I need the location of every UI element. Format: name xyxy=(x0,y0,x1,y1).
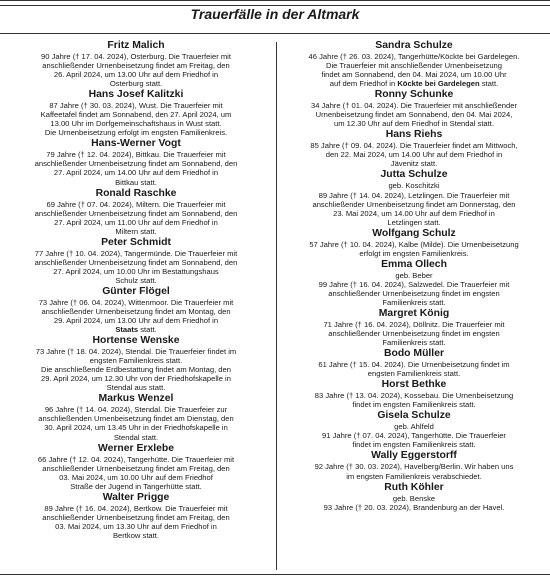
text-line: 92 Jahre († 30. 03. 2024), Havelberg/Berlin. Wir haben uns xyxy=(314,462,514,472)
text-line: anschließender Urnenbeisetzung findet am Freitag, den xyxy=(42,512,230,522)
text-line: anschließender Urnenbeisetzung findet im engsten xyxy=(328,329,500,339)
obituary-entry xyxy=(5,138,267,186)
obituary-text xyxy=(283,101,545,128)
bottom-rule xyxy=(0,574,550,575)
text-line: 87 Jahre († 30. 03. 2024), Wust. Die Trauerfeier mit xyxy=(49,101,223,111)
text-line: 27. April 2024, um 10.00 Uhr im Bestattungshaus xyxy=(53,266,219,276)
text-line: 66 Jahre († 12. 04. 2024), Tangerhütte. Die Trauerfeier mit xyxy=(37,454,235,464)
obituary-text xyxy=(283,360,545,378)
text-line: auf dem Friedhof in xyxy=(329,79,398,89)
obituary-text xyxy=(283,141,545,168)
obituary-text xyxy=(283,391,545,409)
text-line: 90 Jahre († 17. 04. 2024), Osterburg. Die Trauerfeier mit xyxy=(41,52,231,61)
text-line: 85 Jahre († 09. 04. 2024). Die Trauerfeier findet am Mittwoch, xyxy=(310,141,518,151)
text-line: statt. xyxy=(138,325,157,335)
obituary-text xyxy=(283,181,545,226)
deceased-name: Sandra Schulze xyxy=(375,40,453,51)
text-line: Straße der Jugend in Tangerhütte statt. xyxy=(70,481,202,491)
text-line: 46 Jahre († 26. 03. 2024), Tangerhütte/Köckte bei Gardelegen. xyxy=(308,52,520,61)
deceased-name: Günter Flögel xyxy=(102,285,170,297)
text-line: 23. Mai 2024, um 14.00 Uhr auf dem Friedhof in xyxy=(333,208,495,218)
text-line: findet im engsten Familienkreis statt. xyxy=(352,440,476,450)
text-line: 69 Jahre († 07. 04. 2024), Miltern. Die Trauerfeier mit xyxy=(46,199,226,209)
deceased-name: Walter Prigge xyxy=(102,491,170,503)
text-line: Stendal aus statt. xyxy=(106,383,166,393)
obituary-entry xyxy=(5,40,267,88)
text-line: 26. April 2024, um 13.00 Uhr auf dem Friedhof in xyxy=(53,70,219,80)
deceased-name: Hans-Werner Vogt xyxy=(91,138,181,150)
obituary-text xyxy=(5,200,267,236)
text-line: statt. xyxy=(479,79,499,89)
text-line: Letzlingen statt. xyxy=(387,217,441,227)
text-line: geb. Ahlfeld xyxy=(394,422,434,432)
deceased-name: Horst Bethke xyxy=(381,379,447,391)
text-line: Die Trauerfeier mit anschließender Urnenbeisetzung xyxy=(325,61,502,71)
obituary-entry xyxy=(283,410,545,449)
text-line: geb. Benske xyxy=(392,493,436,503)
obituary-text xyxy=(5,347,267,392)
obituary-entry xyxy=(283,40,545,88)
text-line: anschließender Urnenbeisetzung findet im engsten xyxy=(328,288,500,298)
obituary-entry xyxy=(283,129,545,168)
text-line: 03. Mai 2024, um 13.30 Uhr auf dem Friedhof in xyxy=(55,521,217,531)
obituary-entry xyxy=(5,188,267,236)
text-line: 93 Jahre († 20. 03. 2024), Brandenburg an der Havel. xyxy=(323,502,505,512)
obituary-text xyxy=(283,494,545,512)
obituary-text xyxy=(283,52,545,88)
obituary-entry xyxy=(283,379,545,409)
text-line: 03. Mai 2024, um 10.00 Uhr auf dem Friedhof xyxy=(59,472,213,482)
deceased-name: Fritz Malich xyxy=(107,40,165,51)
text-line: Jävenitz statt. xyxy=(390,159,438,169)
text-line: engsten Familienkreis statt. xyxy=(89,356,183,366)
text-line: 61 Jahre († 15. 04. 2024). Die Urnenbeisetzung findet im xyxy=(318,360,510,370)
text-line: Osterburg statt. xyxy=(109,79,163,89)
text-line: anschließender Urnenbeisetzung findet am Sonnabend, den xyxy=(34,208,238,218)
obituary-entry xyxy=(283,308,545,347)
text-line: Stendal statt. xyxy=(113,432,159,442)
text-line: 73 Jahre († 18. 04. 2024), Stendal. Die Trauerfeier findet im xyxy=(35,347,237,357)
text-line: geb. Beber xyxy=(395,270,433,280)
text-line: erfolgt im engsten Familienkreis. xyxy=(359,248,469,258)
deceased-name: Hortense Wenske xyxy=(92,335,180,347)
text-line: anschließenden Urnenbeisetzung findet am Dienstag, den xyxy=(38,414,234,424)
text-line: 27. April 2024, um 14.00 Uhr auf dem Friedhof in xyxy=(53,168,219,178)
text-line: anschließender Urnenbeisetzung findet am Freitag, den xyxy=(42,61,230,71)
text-line: anschließender Urnenbeisetzung findet am Donnerstag, den xyxy=(312,199,516,209)
text-line: findet im engsten Familienkreis statt. xyxy=(352,400,476,410)
text-line: 91 Jahre († 07. 04. 2024), Tangerhütte. Die Trauerfeier xyxy=(322,431,506,441)
deceased-name: Werner Erxlebe xyxy=(97,442,175,454)
obituary-entry xyxy=(283,228,545,258)
obituary-text xyxy=(5,504,267,540)
obituary-text xyxy=(283,422,545,449)
text-line: Bittkau statt. xyxy=(115,177,157,187)
text-line: um 12.30 Uhr auf dem Friedhof in Stendal statt. xyxy=(334,119,494,129)
obituary-text xyxy=(5,150,267,186)
text-line: 27. April 2024, um 11.00 Uhr auf dem Friedhof in xyxy=(54,217,218,227)
text-line: 73 Jahre († 06. 04. 2024), Wittenmoor. Die Trauerfeier mit xyxy=(38,297,234,307)
text-line: 83 Jahre († 13. 04. 2024), Kossebau. Die Urnenbeisetzung xyxy=(314,391,514,401)
page-title: Trauerfälle in der Altmark xyxy=(190,6,360,22)
text-line: Familienkreis statt. xyxy=(382,297,446,307)
obituary-text xyxy=(283,320,545,347)
emphasized-place: Staats xyxy=(115,325,139,335)
deceased-name: Ronald Raschke xyxy=(95,187,177,199)
deceased-name: Margret König xyxy=(378,307,450,319)
deceased-name: Hans Josef Kalitzki xyxy=(88,89,184,101)
text-line: 99 Jahre († 16. 04. 2024), Salzwedel. Die Trauerfeier mit xyxy=(318,279,510,289)
text-line: 89 Jahre († 16. 04. 2024), Bertkow. Die Trauerfeier mit xyxy=(44,503,228,513)
deceased-name: Jutta Schulze xyxy=(380,169,448,181)
text-line: Bertkow statt. xyxy=(112,530,159,540)
text-line: anschließender Urnenbeisetzung findet am Montag, den xyxy=(41,306,231,316)
text-line: 34 Jahre († 01. 04. 2024). Die Trauerfeier mit anschließender xyxy=(311,101,517,111)
obituary-entry xyxy=(283,259,545,307)
deceased-name: Ruth Köhler xyxy=(384,481,444,493)
obituary-text xyxy=(5,298,267,334)
text-line: im engsten Familienkreis verabschiedet. xyxy=(346,471,482,481)
obituary-text xyxy=(283,240,545,258)
left-column xyxy=(5,40,267,540)
obituary-entry xyxy=(5,393,267,441)
obituary-entry xyxy=(5,237,267,285)
text-line: findet am Sonnabend, den 04. Mai 2024, um 10.00 Uhr xyxy=(321,70,507,80)
text-line: Familienkreis statt. xyxy=(382,338,446,348)
deceased-name: Peter Schmidt xyxy=(101,236,171,248)
obituary-entry xyxy=(5,335,267,392)
emphasized-place: Köckte bei Gardelegen xyxy=(397,79,480,89)
deceased-name: Ronny Schunke xyxy=(374,89,454,101)
obituary-entry xyxy=(5,286,267,334)
deceased-name: Emma Ollech xyxy=(381,258,447,270)
obituary-text xyxy=(5,101,267,137)
text-line: 77 Jahre († 10. 04. 2024), Tangermünde. Die Trauerfeier mit xyxy=(34,248,238,258)
text-line: 13.00 Uhr im Dorfgemeinschaftshaus in Wust statt. xyxy=(50,119,222,129)
text-line: Die Urnenbeisetzung erfolgt im engsten Familienkreis. xyxy=(44,128,228,138)
text-line: den 22. Mai 2024, um 14.00 Uhr auf dem Friedhof in xyxy=(325,150,503,160)
text-line: 29. April 2024, um 13.00 Uhr auf dem Friedhof in xyxy=(53,316,219,326)
deceased-name: Gisela Schulze xyxy=(377,410,451,422)
text-line: 96 Jahre († 14. 04. 2024), Stendal. Die Trauerfeier zur xyxy=(44,405,228,415)
text-line: Urnenbeisetzung findet am Sonnabend, den 04. Mai 2024, xyxy=(315,110,513,120)
text-line: Schulz statt. xyxy=(115,275,157,285)
obituary-entry xyxy=(283,450,545,480)
text-line: 79 Jahre († 12. 04. 2024), Bittkau. Die Trauerfeier mit xyxy=(46,150,226,160)
text-line: Die anschließende Erdbestattung findet am Montag, den xyxy=(41,365,231,375)
column-divider xyxy=(276,42,277,570)
text-line: 89 Jahre († 14. 04. 2024), Letzlingen. Die Trauerfeier mit xyxy=(318,190,510,200)
text-line: 29. April 2024, um 12.30 Uhr von der Friedhofskapelle in xyxy=(41,374,231,384)
obituary-text xyxy=(5,455,267,491)
obituary-text xyxy=(5,52,267,88)
deceased-name: Wally Eggerstorff xyxy=(371,450,457,462)
text-line: Miltern statt. xyxy=(115,226,157,236)
obituary-entry xyxy=(5,492,267,540)
obituary-text xyxy=(283,462,545,480)
deceased-name: Hans Riehs xyxy=(385,129,443,141)
text-line: engsten Familienkreis statt. xyxy=(367,369,461,379)
obituary-entry xyxy=(283,89,545,128)
header-band xyxy=(0,0,550,34)
text-line: geb. Koschitzki xyxy=(388,181,440,191)
text-line: anschließender Urnenbeisetzung findet am Sonnabend, den xyxy=(34,257,238,267)
deceased-name: Bodo Müller xyxy=(383,348,445,360)
obituary-entry xyxy=(283,348,545,378)
obituary-text xyxy=(5,405,267,441)
obituary-text xyxy=(5,249,267,285)
text-line: Kaffeetafel findet am Sonnabend, den 27. April 2024, um xyxy=(40,110,232,120)
text-line: 57 Jahre († 10. 04. 2024), Kalbe (Milde). Die Urnenbeisetzung xyxy=(309,239,519,249)
text-line: 71 Jahre († 16. 04. 2024), Döllnitz. Die Trauerfeier mit xyxy=(323,319,505,329)
obituary-entry xyxy=(283,482,545,512)
deceased-name: Markus Wenzel xyxy=(98,393,174,405)
obituary-entry xyxy=(5,443,267,491)
text-line: 30. April 2024, um 13.45 Uhr in der Friedhofskapelle in xyxy=(44,423,228,433)
right-column xyxy=(283,40,545,512)
obituary-entry xyxy=(5,89,267,137)
obituary-text xyxy=(283,271,545,307)
obituary-columns xyxy=(5,40,545,572)
obituary-entry xyxy=(283,169,545,226)
text-line: anschließender Urnenbeisetzung findet am Freitag, den xyxy=(42,463,230,473)
text-line: anschließender Urnenbeisetzung findet am Sonnabend, den xyxy=(34,159,238,169)
deceased-name: Wolfgang Schulz xyxy=(372,227,456,239)
